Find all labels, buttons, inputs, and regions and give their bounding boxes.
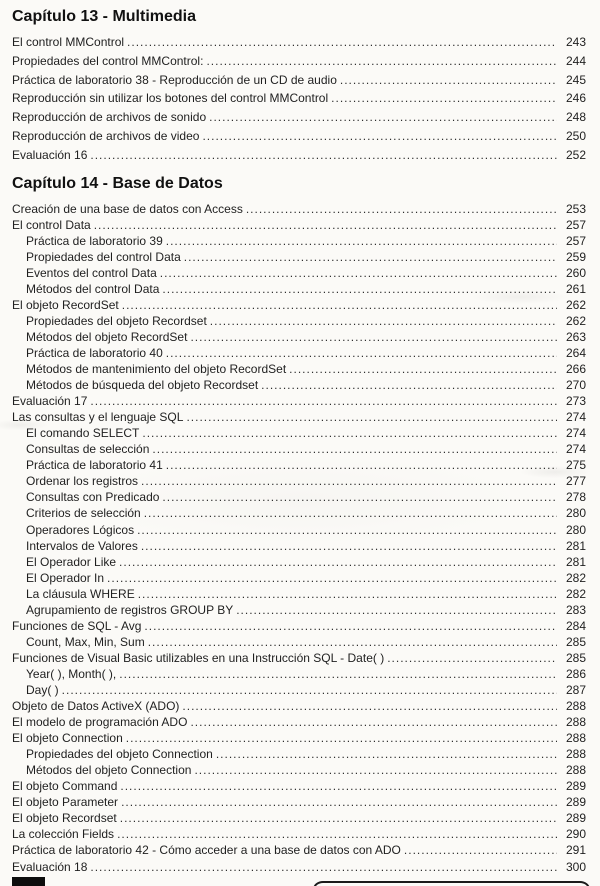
toc-entry-title: Funciones de SQL - Avg <box>12 618 142 633</box>
toc-entry-page-number: 288 <box>565 763 586 778</box>
toc-entry-row <box>12 843 586 859</box>
toc-entry-page-number: 266 <box>565 362 586 377</box>
toc-entry-row <box>12 346 586 362</box>
toc-entry-row <box>12 73 586 92</box>
dot-leader <box>90 148 557 162</box>
toc-entry-page-number: 285 <box>565 634 586 649</box>
toc-entry-title: Reproducción de archivos de sonido <box>12 110 207 125</box>
dot-leader <box>194 763 557 777</box>
dot-leader <box>166 346 557 360</box>
toc-entry-title: Criterios de selección <box>26 506 141 521</box>
toc-entry-row <box>12 442 586 458</box>
dot-leader <box>404 843 557 857</box>
toc-entry-row <box>12 795 586 811</box>
toc-entry-row <box>12 110 586 129</box>
toc-entry-page-number: 260 <box>565 265 586 280</box>
toc-entry-title: Evaluación 16 <box>12 147 88 162</box>
toc-entry-page-number: 283 <box>565 602 586 617</box>
chapter-heading: Capítulo 14 - Base de Datos <box>12 174 223 192</box>
toc-entry-row <box>12 218 586 234</box>
dot-leader <box>138 587 557 601</box>
toc-entry-row <box>12 410 586 426</box>
toc-entry-title: Métodos del control Data <box>26 281 160 296</box>
toc-entry-page-number: 281 <box>565 538 586 553</box>
dot-leader <box>166 234 557 248</box>
toc-entry-page-number: 289 <box>565 795 586 810</box>
toc-entry-page-number: 257 <box>565 217 586 232</box>
toc-entry-title: Práctica de laboratorio 41 <box>26 458 163 473</box>
dot-leader <box>117 827 557 841</box>
toc-entry-title: El objeto Connection <box>12 731 123 746</box>
dot-leader <box>107 571 557 585</box>
toc-entry-title: La cláusula WHERE <box>26 586 135 601</box>
footer-black-mark <box>12 877 45 886</box>
toc-entry-page-number: 287 <box>565 682 586 697</box>
dot-leader <box>206 54 557 68</box>
toc-entry-row <box>12 490 586 506</box>
toc-entry-title: El control Data <box>12 217 91 232</box>
toc-entry-title: El modelo de programación ADO <box>12 715 188 730</box>
toc-entry-row <box>12 523 586 539</box>
toc-entry-title: El objeto Recordset <box>12 811 117 826</box>
toc-entry-page-number: 253 <box>565 201 586 216</box>
toc-entry-row <box>12 148 586 167</box>
toc-entry-page-number: 273 <box>565 394 586 409</box>
toc-entry-title: Evaluación 18 <box>12 859 88 874</box>
toc-entry-title: El objeto RecordSet <box>12 297 119 312</box>
toc-entry-title: Operadores Lógicos <box>26 522 135 537</box>
toc-entry-row <box>12 827 586 843</box>
toc-entry-row <box>12 667 586 683</box>
dot-leader <box>120 811 557 825</box>
toc-entry-page-number: 280 <box>565 522 586 537</box>
toc-entry-row <box>12 378 586 394</box>
toc-entry-title: Creación de una base de datos con Access <box>12 201 243 216</box>
toc-rows <box>12 35 586 167</box>
toc-entry-title: Práctica de laboratorio 38 - Reproducción de un CD de audio <box>12 72 337 87</box>
dot-leader <box>184 250 557 264</box>
toc-entry-page-number: 277 <box>565 474 586 489</box>
toc-entry-title: Propiedades del control Data <box>26 249 181 264</box>
toc-entry-page-number: 289 <box>565 779 586 794</box>
toc-entry-title: El objeto Parameter <box>12 795 119 810</box>
toc-entry-row <box>12 91 586 110</box>
toc-entry-row <box>12 129 586 148</box>
toc-sections-container <box>12 8 586 876</box>
toc-entry-row <box>12 635 586 651</box>
dot-leader <box>186 410 557 424</box>
toc-entry-title: Ordenar los registros <box>26 474 139 489</box>
toc-entry-row <box>12 763 586 779</box>
toc-entry-row <box>12 234 586 250</box>
toc-entry-row <box>12 619 586 635</box>
toc-entry-page-number: 286 <box>565 666 586 681</box>
toc-entry-row <box>12 555 586 571</box>
dot-leader <box>166 458 557 472</box>
toc-entry-title: Evaluación 17 <box>12 394 88 409</box>
toc-entry-page-number: 246 <box>565 91 586 106</box>
toc-entry-page-number: 275 <box>565 458 586 473</box>
toc-entry-page-number: 274 <box>565 442 586 457</box>
dot-leader <box>144 619 557 633</box>
toc-entry-page-number: 288 <box>565 747 586 762</box>
toc-entry-title: Práctica de laboratorio 39 <box>26 233 163 248</box>
dot-leader <box>127 35 557 49</box>
dot-leader <box>90 860 557 874</box>
toc-entry-row <box>12 35 586 54</box>
toc-entry-page-number: 262 <box>565 313 586 328</box>
toc-entry-row <box>12 651 586 667</box>
dot-leader <box>331 91 557 105</box>
toc-entry-row <box>12 860 586 876</box>
toc-entry-page-number: 281 <box>565 554 586 569</box>
toc-entry-title: Reproducción sin utilizar los botones del control MMControl <box>12 91 329 106</box>
toc-entry-row <box>12 699 586 715</box>
toc-entry-title: Eventos del control Data <box>26 265 157 280</box>
toc-entry-title: La colección Fields <box>12 827 115 842</box>
toc-entry-title: El comando SELECT <box>26 426 140 441</box>
dot-leader <box>141 539 557 553</box>
dot-leader <box>137 523 557 537</box>
toc-rows <box>12 202 586 876</box>
toc-entry-page-number: 244 <box>565 53 586 68</box>
toc-entry-page-number: 243 <box>565 35 586 49</box>
toc-entry-title: Propiedades del objeto Recordset <box>26 313 207 328</box>
toc-entry-title: Consultas con Predicado <box>26 490 160 505</box>
toc-entry-title: Práctica de laboratorio 40 <box>26 346 163 360</box>
dot-leader <box>190 715 557 729</box>
toc-entry-row <box>12 731 586 747</box>
toc-entry-row <box>12 362 586 378</box>
toc-entry-row <box>12 715 586 731</box>
toc-entry-page-number: 264 <box>565 346 586 360</box>
toc-entry-page-number: 261 <box>565 281 586 296</box>
dot-leader <box>126 731 557 745</box>
chapter-heading: Capítulo 13 - Multimedia <box>12 8 197 25</box>
toc-entry-title: Consultas de selección <box>26 442 150 457</box>
toc-entry-row <box>12 779 586 795</box>
toc-entry-page-number: 278 <box>565 490 586 505</box>
dot-leader <box>261 378 557 392</box>
toc-entry-title: Métodos del objeto RecordSet <box>26 329 188 344</box>
toc-entry-title: El Operador In <box>26 570 105 585</box>
dot-leader <box>122 298 557 312</box>
toc-entry-title: Métodos de búsqueda del objeto Recordset <box>26 378 259 393</box>
toc-entry-title: Las consultas y el lenguaje SQL <box>12 410 184 425</box>
toc-entry-row <box>12 683 586 699</box>
toc-entry-row <box>12 506 586 522</box>
toc-entry-title: Métodos de mantenimiento del objeto RecordSet <box>26 362 287 377</box>
toc-entry-page-number: 285 <box>565 650 586 665</box>
dot-leader <box>209 110 557 124</box>
toc-entry-page-number: 280 <box>565 506 586 521</box>
toc-entry-row <box>12 747 586 763</box>
toc-entry-page-number: 257 <box>565 233 586 248</box>
toc-entry-page-number: 262 <box>565 297 586 312</box>
toc-entry-page-number: 250 <box>565 128 586 143</box>
dot-leader <box>142 426 557 440</box>
dot-leader <box>120 779 557 793</box>
toc-entry-title: El objeto Command <box>12 779 118 794</box>
toc-entry-title: Year( ), Month( ), <box>26 666 117 681</box>
toc-entry-row <box>12 394 586 410</box>
toc-entry-title: Intervalos de Valores <box>26 538 138 553</box>
toc-entry-row <box>12 250 586 266</box>
toc-entry-page-number: 288 <box>565 731 586 746</box>
toc-entry-page-number: 270 <box>565 378 586 393</box>
toc-entry-title: Propiedades del objeto Connection <box>26 747 213 762</box>
dot-leader <box>216 747 557 761</box>
toc-entry-title: Count, Max, Min, Sum <box>26 634 145 649</box>
dot-leader <box>90 394 557 408</box>
toc-entry-row <box>12 571 586 587</box>
toc-entry-row <box>12 587 586 603</box>
toc-entry-row <box>12 314 586 330</box>
toc-section <box>12 8 586 167</box>
toc-entry-title: Métodos del objeto Connection <box>26 763 192 778</box>
toc-entry-title: El control MMControl <box>12 35 125 49</box>
dot-leader <box>236 603 557 617</box>
toc-section <box>12 175 586 876</box>
toc-entry-page-number: 284 <box>565 618 586 633</box>
toc-entry-row <box>12 426 586 442</box>
dot-leader <box>289 362 557 376</box>
dot-leader <box>190 330 557 344</box>
toc-entry-page-number: 289 <box>565 811 586 826</box>
toc-entry-title: El Operador Like <box>26 554 117 569</box>
toc-entry-page-number: 288 <box>565 699 586 714</box>
dot-leader <box>162 282 557 296</box>
toc-entry-title: Funciones de Visual Basic utilizables en una Instrucción SQL - Date( ) <box>12 650 385 665</box>
toc-entry-row <box>12 474 586 490</box>
footer-rounded-box-outline <box>313 881 590 886</box>
toc-entry-page-number: 252 <box>565 147 586 162</box>
dot-leader <box>160 266 557 280</box>
dot-leader <box>119 667 557 681</box>
toc-entry-title: Agrupamiento de registros GROUP BY <box>26 602 234 617</box>
toc-entry-row <box>12 298 586 314</box>
toc-entry-row <box>12 811 586 827</box>
dot-leader <box>202 129 557 143</box>
dot-leader <box>62 683 557 697</box>
toc-entry-page-number: 282 <box>565 570 586 585</box>
toc-entry-row <box>12 266 586 282</box>
dot-leader <box>148 635 557 649</box>
toc-entry-row <box>12 202 586 218</box>
toc-entry-page-number: 288 <box>565 715 586 730</box>
toc-entry-page-number: 245 <box>565 72 586 87</box>
dot-leader <box>182 699 557 713</box>
toc-entry-row <box>12 539 586 555</box>
toc-entry-page-number: 291 <box>565 843 586 858</box>
toc-entry-page-number: 282 <box>565 586 586 601</box>
toc-entry-page-number: 274 <box>565 426 586 441</box>
dot-leader <box>121 795 557 809</box>
toc-entry-title: Propiedades del control MMControl: <box>12 53 204 68</box>
dot-leader <box>119 555 557 569</box>
dot-leader <box>246 202 557 216</box>
toc-entry-title: Práctica de laboratorio 42 - Cómo acceder a una base de datos con ADO <box>12 843 401 858</box>
toc-entry-page-number: 263 <box>565 329 586 344</box>
dot-leader <box>210 314 557 328</box>
toc-entry-row <box>12 603 586 619</box>
toc-entry-row <box>12 330 586 346</box>
toc-entry-page-number: 290 <box>565 827 586 842</box>
dot-leader <box>162 490 557 504</box>
dot-leader <box>144 506 557 520</box>
toc-entry-page-number: 300 <box>565 859 586 874</box>
dot-leader <box>94 218 557 232</box>
toc-entry-row <box>12 282 586 298</box>
dot-leader <box>152 442 557 456</box>
toc-entry-page-number: 274 <box>565 410 586 425</box>
toc-entry-title: Day( ) <box>26 682 59 697</box>
dot-leader <box>141 474 557 488</box>
toc-entry-title: Reproducción de archivos de video <box>12 128 200 143</box>
toc-entry-page-number: 248 <box>565 110 586 125</box>
toc-entry-title: Objeto de Datos ActiveX (ADO) <box>12 699 180 714</box>
dot-leader <box>387 651 557 665</box>
toc-entry-page-number: 259 <box>565 249 586 264</box>
toc-entry-row <box>12 54 586 73</box>
dot-leader <box>340 73 557 87</box>
toc-entry-row <box>12 458 586 474</box>
